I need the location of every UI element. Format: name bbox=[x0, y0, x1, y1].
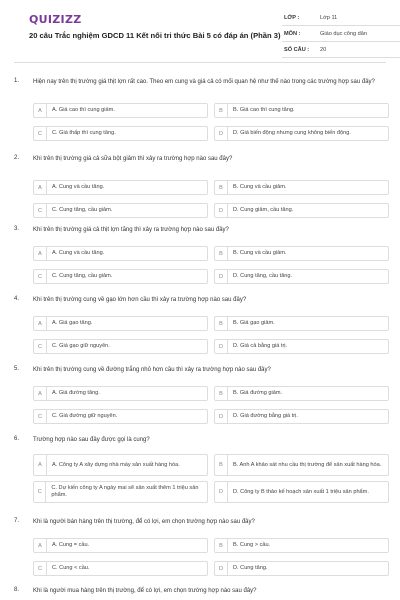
answer-option-d[interactable] bbox=[214, 126, 389, 141]
option-letter: A bbox=[34, 386, 47, 401]
question-text: Khi trên thị trường giá cả thịt lợn tăng thì xảy ra trường hợp nào sau đây? bbox=[33, 227, 229, 233]
option-text: C. Giá đường giữ nguyên. bbox=[52, 413, 118, 419]
option-letter: B bbox=[215, 386, 228, 401]
option-text: B. Cung và cầu giảm. bbox=[233, 184, 287, 190]
answer-option-d[interactable] bbox=[214, 339, 389, 354]
option-letter: D bbox=[215, 339, 228, 354]
question-text: Hiện nay trên thị trường giá thịt lợn rất cao. Theo em cung và giá cả có mối quan hệ như thế nào trong các trường hợp sau đây? bbox=[33, 79, 375, 85]
option-letter: D bbox=[215, 561, 228, 576]
meta-table bbox=[282, 10, 400, 58]
question-number: 2. bbox=[14, 155, 20, 161]
quizizz-logo[interactable]: QUIZIZZ bbox=[29, 13, 82, 26]
answer-option-d[interactable] bbox=[214, 409, 389, 424]
answer-option-b[interactable] bbox=[214, 454, 389, 476]
answer-option-a[interactable] bbox=[33, 386, 208, 401]
question-number: 5. bbox=[14, 366, 20, 372]
option-letter: B bbox=[215, 103, 228, 118]
option-text: D. Cung tăng. bbox=[233, 565, 268, 571]
option-text: A. Công ty A xây dựng nhà máy sản xuất hàng hóa. bbox=[52, 461, 180, 468]
option-letter: D bbox=[215, 126, 228, 141]
answer-option-a[interactable] bbox=[33, 454, 208, 476]
option-letter: B bbox=[215, 538, 228, 553]
question-number: 7. bbox=[14, 518, 20, 524]
question-number: 4. bbox=[14, 296, 20, 302]
answer-option-c[interactable] bbox=[33, 481, 208, 503]
question-text: Khi trên thị trường cung về đường trắng nhỏ hơn cầu thì xảy ra trường hợp nào sau đây? bbox=[33, 367, 271, 373]
option-text: B. Cung và cầu giảm. bbox=[233, 250, 287, 256]
answer-option-b[interactable] bbox=[214, 316, 389, 331]
answer-option-b[interactable] bbox=[214, 386, 389, 401]
option-text: D. Giá biến động nhưng cung không biến động. bbox=[233, 130, 351, 136]
option-letter: C bbox=[34, 339, 47, 354]
answer-option-b[interactable] bbox=[214, 246, 389, 261]
answer-option-d[interactable] bbox=[214, 269, 389, 284]
option-letter: C bbox=[34, 269, 47, 284]
option-text: C. Cung < cầu. bbox=[52, 565, 90, 571]
question-text: Khi trên thị trường giá cả sữa bột giảm thì xảy ra trường hợp nào sau đây? bbox=[33, 156, 233, 162]
answer-option-c[interactable] bbox=[33, 126, 208, 141]
answer-option-d[interactable] bbox=[214, 561, 389, 576]
meta-label: LỚP : bbox=[284, 14, 300, 21]
option-letter: C bbox=[34, 561, 47, 576]
option-text: C. Dự kiến công ty A ngày mai sẽ sản xuất thêm 1 triệu sản phẩm. bbox=[51, 485, 199, 498]
question-text: Khi là người bán hàng trên thị trường, để có lợi, em chọn trường hợp nào sau đây? bbox=[33, 519, 255, 525]
answer-option-b[interactable] bbox=[214, 103, 389, 118]
question-text: Khi trên thị trường cung về gạo lớn hơn cầu thì xảy ra trường hợp nào sau đây? bbox=[33, 297, 247, 303]
option-text: D. Cung tăng, cầu tăng. bbox=[233, 273, 293, 279]
answer-option-a[interactable] bbox=[33, 538, 208, 553]
answer-option-c[interactable] bbox=[33, 409, 208, 424]
worksheet-header bbox=[14, 0, 386, 63]
option-text: A. Giá gạo tăng. bbox=[52, 320, 93, 326]
option-letter: A bbox=[34, 538, 47, 553]
question-text: Khi là người mua hàng trên thị trường, để có lợi, em chọn trường hợp nào sau đây? bbox=[33, 588, 257, 594]
question-text: Trường hợp nào sau đây được gọi là cung? bbox=[33, 437, 150, 443]
option-text: D. Công ty B thảo kế hoạch sản xuất 1 triệu sản phẩm. bbox=[233, 488, 369, 495]
answer-option-d[interactable] bbox=[214, 203, 389, 218]
option-letter: C bbox=[34, 126, 47, 141]
option-text: A. Giá đường tăng. bbox=[52, 390, 100, 396]
meta-value: Lớp 11 bbox=[320, 14, 338, 21]
option-text: D. Cung giảm, cầu tăng. bbox=[233, 207, 294, 213]
option-text: D. Giá cả bằng giá trị. bbox=[233, 343, 288, 349]
meta-value: Giáo dục công dân bbox=[320, 30, 367, 37]
option-letter: A bbox=[34, 180, 47, 195]
meta-label: MÔN : bbox=[284, 30, 301, 37]
option-letter: A bbox=[34, 316, 47, 331]
option-letter: A bbox=[34, 246, 47, 261]
answer-option-d[interactable] bbox=[214, 481, 389, 503]
meta-value: 20 bbox=[320, 46, 327, 53]
option-text: C. Cung tăng, cầu giảm. bbox=[52, 273, 113, 279]
option-letter: D bbox=[215, 269, 228, 284]
option-text: B. Giá cao thì cung tăng. bbox=[233, 107, 295, 113]
option-letter: B bbox=[215, 180, 228, 195]
answer-option-c[interactable] bbox=[33, 339, 208, 354]
answer-option-a[interactable] bbox=[33, 180, 208, 195]
option-letter: D bbox=[215, 203, 228, 218]
option-letter: A bbox=[34, 455, 47, 475]
option-text: A. Cung và cầu tăng. bbox=[52, 184, 105, 190]
meta-label: SỐ CÂU : bbox=[284, 46, 310, 53]
option-letter: B bbox=[215, 455, 228, 475]
option-letter: D bbox=[215, 409, 228, 424]
option-text: A. Cung và cầu tăng. bbox=[52, 250, 105, 256]
option-text: B. Giá đường giảm. bbox=[233, 390, 283, 396]
answer-option-a[interactable] bbox=[33, 103, 208, 118]
option-text: A. Cung = cầu. bbox=[52, 542, 90, 548]
option-text: B. Cung > cầu. bbox=[233, 542, 271, 548]
answer-option-a[interactable] bbox=[33, 246, 208, 261]
option-text: C. Cung tăng, cầu giảm. bbox=[52, 207, 113, 213]
option-text: B. Giá gạo giảm. bbox=[233, 320, 275, 326]
meta-row-class bbox=[282, 10, 400, 26]
meta-row-subject bbox=[282, 26, 400, 42]
answer-option-b[interactable] bbox=[214, 538, 389, 553]
option-text: D. Giá đường bằng giá trị. bbox=[233, 413, 298, 419]
answer-option-b[interactable] bbox=[214, 180, 389, 195]
option-text: A. Giá cao thì cung giảm. bbox=[52, 107, 115, 113]
answer-option-a[interactable] bbox=[33, 316, 208, 331]
question-number: 1. bbox=[14, 78, 20, 84]
option-letter: C bbox=[34, 203, 47, 218]
question-number: 6. bbox=[14, 436, 20, 442]
option-letter: C bbox=[34, 409, 47, 424]
question-number: 8. bbox=[14, 587, 20, 593]
answer-option-c[interactable] bbox=[33, 561, 208, 576]
answer-option-c[interactable] bbox=[33, 269, 208, 284]
option-letter: D bbox=[215, 482, 228, 502]
option-letter: B bbox=[215, 246, 228, 261]
option-letter: C bbox=[34, 482, 46, 502]
question-number: 3. bbox=[14, 226, 20, 232]
option-text: C. Giá gạo giữ nguyên. bbox=[52, 343, 110, 349]
page-title: 20 câu Trắc nghiệm GDCD 11 Kết nối tri thức Bài 5 có đáp án (Phần 3) bbox=[29, 31, 281, 40]
option-text: C. Giá thấp thì cung tăng. bbox=[52, 130, 116, 136]
option-letter: A bbox=[34, 103, 47, 118]
option-text: B. Anh A khảo sát nhu cầu thị trường để sản xuất hàng hóa. bbox=[233, 461, 382, 468]
answer-option-c[interactable] bbox=[33, 203, 208, 218]
meta-row-count bbox=[282, 42, 400, 58]
option-letter: B bbox=[215, 316, 228, 331]
